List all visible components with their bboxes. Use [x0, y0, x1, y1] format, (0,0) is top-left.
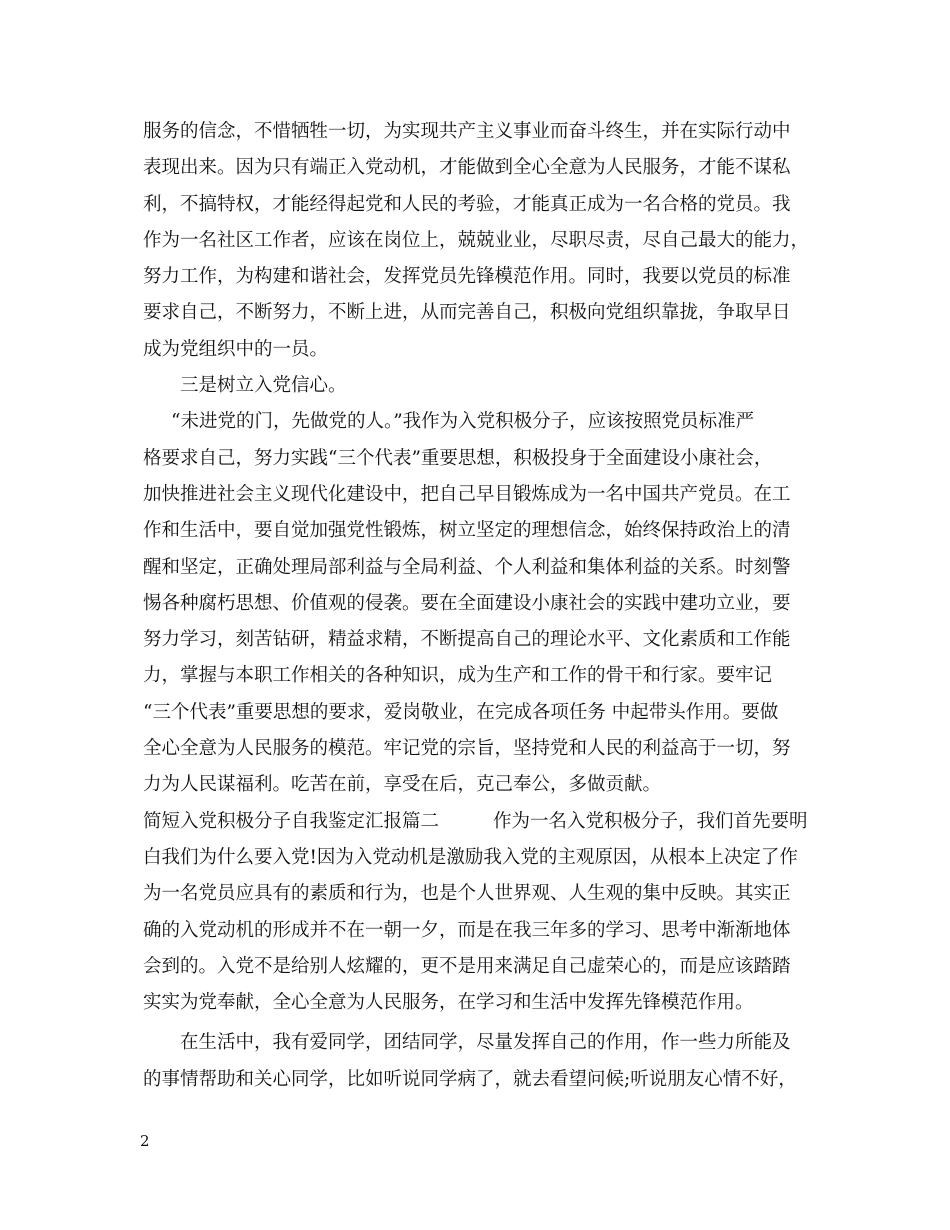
text-line: 三是树立入党信心。	[180, 375, 347, 397]
text-line: 格要求自己，努力实践“三个代表”重要思想，积极投身于全面建设小康社会，	[143, 447, 773, 469]
text-line: 为一名党员应具有的素质和行为，也是个人世界观、人生观的集中反映。其实正	[143, 883, 791, 905]
section-first-text: 作为一名入党积极分子，我们首先要明	[493, 810, 808, 832]
text-line: 加快推进社会主义现代化建设中，把自己早目锻炼成为一名中国共产党员。在工	[143, 483, 791, 505]
text-line: 会到的。入党不是给别人炫耀的，更不是用来满足自己虚荣心的，而是应该踏踏	[143, 955, 791, 977]
text-line: 实实为党奉献，全心全意为人民服务，在学习和生活中发挥先锋模范作用。	[143, 992, 754, 1014]
text-line: 努力学习，刻苦钻研，精益求精，不断提高自己的理论水平、文化素质和工作能	[143, 629, 791, 651]
section-heading-line	[143, 804, 823, 840]
text-line: 成为党组织中的一员。	[143, 338, 329, 360]
text-line: 惕各种腐朽思想、价值观的侵袭。要在全面建设小康社会的实践中建功立业，要	[143, 592, 791, 614]
text-line: 醒和坚定，正确处理局部利益与全局利益、个人利益和集体利益的关系。时刻警	[143, 556, 791, 578]
text-line: 确的入党动机的形成并不在一朝一夕，而是在我三年多的学习、思考中渐渐地体	[143, 919, 791, 941]
text-line: 在生活中，我有爱同学，团结同学，尽量发挥自己的作用，作一些力所能及	[180, 1032, 791, 1054]
text-line: 服务的信念，不惜牺牲一切，为实现共产主义事业而奋斗终生，并在实际行动中	[143, 121, 791, 142]
body-text	[143, 114, 823, 1098]
text-line: 的事情帮助和关心同学，比如听说同学病了，就去看望问候;听说朋友心情不好，	[143, 1068, 797, 1090]
text-line: “三个代表”重要思想的要求，爱岗敬业，在完成各项任务 中起带头作用。要做	[143, 701, 779, 723]
text-line: 表现出来。因为只有端正入党动机，才能做到全心全意为人民服务，才能不谋私	[143, 157, 791, 179]
text-line: 作和生活中，要自觉加强党性锻炼，树立坚定的理想信念，始终保持政治上的清	[143, 520, 791, 542]
text-line: 力为人民谋福利。吃苦在前，享受在后，克己奉公，多做贡献。	[143, 774, 662, 796]
text-line: 白我们为什么要入党!因为入党动机是激励我入党的主观原因，从根本上决定了作	[143, 846, 798, 868]
text-line: “未进党的门，先做党的人。”我作为入党积极分子，应该按照党员标准严	[171, 411, 755, 433]
section-heading: 简短入党积极分子自我鉴定汇报篇二	[143, 810, 440, 832]
text-line: 利，不搞特权，才能经得起党和人民的考验，才能真正成为一名合格的党员。我	[143, 193, 791, 215]
text-line: 要求自己，不断努力，不断上进，从而完善自己，积极向党组织靠拢，争取早日	[143, 302, 791, 324]
text-line: 作为一名社区工作者，应该在岗位上，兢兢业业，尽职尽责，尽自己最大的能力，	[143, 229, 810, 251]
text-line: 努力工作，为构建和谐社会，发挥党员先锋模范作用。同时，我要以党员的标准	[143, 266, 791, 288]
text-line: 力，掌握与本职工作相关的各种知识，成为生产和工作的骨干和行家。要牢记	[143, 665, 773, 687]
page-number: 2	[140, 1132, 150, 1150]
text-line: 全心全意为人民服务的模范。牢记党的宗旨，坚持党和人民的利益高于一切，努	[143, 738, 791, 760]
